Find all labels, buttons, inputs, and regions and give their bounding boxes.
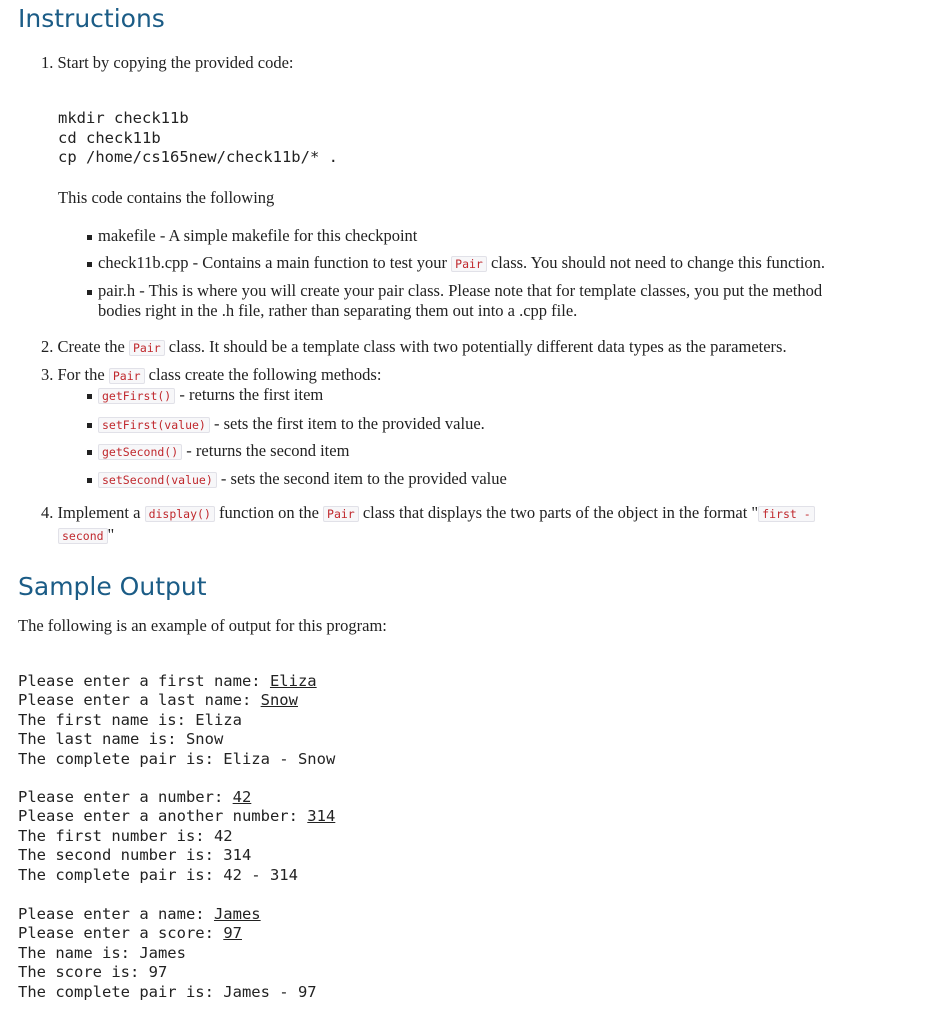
output-line: The complete pair is: James - 97 (18, 982, 317, 1001)
output-line: The last name is: Snow (18, 730, 224, 749)
bullet-icon (87, 450, 92, 455)
method-item (98, 441, 349, 462)
output-line: The name is: James (18, 943, 186, 962)
method-item (98, 469, 507, 490)
command-block (58, 109, 338, 168)
step-text: For the (57, 365, 109, 384)
method-desc: - returns the second item (182, 441, 350, 460)
file-item-header (98, 281, 822, 321)
step-4-continued (58, 525, 114, 546)
user-input: 314 (307, 807, 336, 826)
step-number: 3. (41, 365, 54, 384)
step-number: 2. (41, 337, 54, 356)
inline-code: second (58, 528, 108, 544)
bullet-icon (87, 394, 92, 399)
file-text: bodies right in the .h file, rather than separating them out into a .cpp file. (98, 301, 578, 320)
command-line: cp /home/cs165new/check11b/* . (58, 148, 338, 166)
sample-output-heading: Sample Output (18, 572, 207, 601)
inline-code: Pair (129, 340, 165, 356)
inline-code: Pair (451, 256, 487, 272)
step-text: " (107, 525, 115, 544)
method-desc: - sets the second item to the provided value (216, 469, 507, 488)
file-text: class. You should not need to change this function. (486, 253, 826, 272)
step-number: 1. (41, 53, 54, 72)
output-block-2 (18, 788, 335, 885)
inline-code: Pair (109, 368, 145, 384)
inline-code: Pair (323, 506, 359, 522)
output-line: Please enter a name: James (18, 905, 261, 923)
output-block-1 (18, 672, 335, 769)
bullet-icon (87, 423, 92, 428)
output-line: Please enter a number: 42 (18, 788, 252, 806)
step-3 (41, 365, 381, 386)
inline-code: setSecond(value) (98, 472, 217, 488)
step-1 (41, 53, 294, 73)
file-text: pair.h - This is where you will create your pair class. Please note that for template classes, you put the method (98, 281, 823, 300)
output-line: Please enter a score: 97 (18, 924, 242, 943)
inline-code: getFirst() (98, 388, 175, 404)
user-input: James (213, 905, 261, 923)
command-line: mkdir check11b (58, 109, 189, 127)
output-line: The first number is: 42 (18, 826, 233, 845)
step-text: class. It should be a template class with two potentially different data types as the parameters. (164, 337, 787, 356)
output-line: The complete pair is: Eliza - Snow (18, 749, 336, 768)
contains-text: This code contains the following (58, 188, 275, 207)
output-line: The second number is: 314 (18, 846, 252, 865)
step-number: 4. (41, 503, 54, 522)
step-text: class create the following methods: (144, 365, 382, 384)
user-input: 97 (223, 924, 242, 943)
step-4 (41, 503, 815, 524)
user-input: Snow (260, 691, 298, 710)
file-item-makefile: makefile - A simple makefile for this checkpoint (98, 226, 418, 245)
method-desc: - returns the first item (175, 385, 324, 404)
user-input: 42 (232, 788, 252, 806)
method-item (98, 414, 485, 435)
method-item (98, 385, 323, 406)
bullet-icon (87, 262, 92, 267)
output-line: The complete pair is: 42 - 314 (18, 865, 298, 884)
output-line: Please enter a last name: Snow (18, 691, 298, 710)
bullet-icon (87, 235, 92, 240)
step-text: class that displays the two parts of the object in the format " (358, 503, 759, 522)
instructions-heading: Instructions (18, 4, 165, 33)
inline-code: display() (145, 506, 215, 522)
bullet-icon (87, 478, 92, 483)
inline-code: setFirst(value) (98, 417, 210, 433)
output-block-3 (18, 905, 317, 1002)
output-line: The score is: 97 (18, 963, 168, 982)
step-text: Implement a (57, 503, 145, 522)
method-desc: - sets the first item to the provided value. (209, 414, 485, 433)
step-text: Create the (57, 337, 129, 356)
step-text: function on the (214, 503, 324, 522)
command-line: cd check11b (58, 128, 161, 147)
file-item-cpp (98, 253, 825, 274)
inline-code: getSecond() (98, 444, 182, 460)
output-line: Please enter a another number: 314 (18, 807, 336, 826)
user-input: Eliza (269, 672, 317, 690)
bullet-icon (87, 290, 92, 295)
step-2 (41, 337, 787, 358)
inline-code: first - (758, 506, 814, 522)
step-text: Start by copying the provided code: (57, 53, 294, 72)
sample-intro: The following is an example of output for this program: (18, 616, 387, 635)
file-text: check11b.cpp - Contains a main function to test your (98, 253, 452, 272)
output-line: The first name is: Eliza (18, 710, 242, 729)
output-line: Please enter a first name: Eliza (18, 672, 317, 690)
